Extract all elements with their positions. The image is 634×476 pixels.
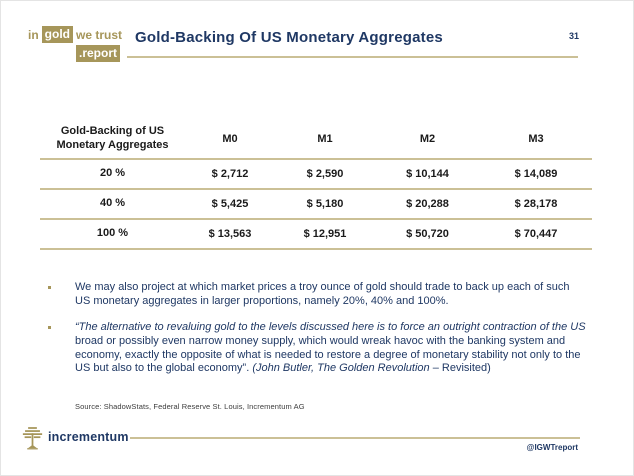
cell-m2: $ 10,144 xyxy=(406,168,449,180)
incrementum-tree-icon xyxy=(22,427,43,450)
table-header-m2: M2 xyxy=(419,133,436,145)
bullet-marker-icon xyxy=(48,286,51,289)
title-underline xyxy=(127,56,578,58)
table-row xyxy=(40,220,592,250)
cell-m3: $ 14,089 xyxy=(514,168,558,180)
row-label: 40 % xyxy=(99,197,126,210)
footer-divider xyxy=(130,437,580,439)
table-header-m3: M3 xyxy=(528,133,544,145)
cell-m1: $ 2,590 xyxy=(306,168,344,180)
cell-m0: $ 13,563 xyxy=(208,228,252,240)
page-title: Gold-Backing Of US Monetary Aggregates xyxy=(135,29,443,46)
igwt-logo xyxy=(28,26,123,62)
cell-m2: $ 20,288 xyxy=(406,198,449,210)
cell-m0: $ 5,425 xyxy=(211,198,249,210)
table-header-m1: M1 xyxy=(317,133,333,145)
table-header-m0: M0 xyxy=(222,133,238,145)
cell-m2: $ 50,720 xyxy=(406,228,449,240)
logo-word-we-trust: we trust xyxy=(76,27,123,42)
twitter-handle: @IGWTreport xyxy=(526,443,578,452)
bullet-marker-icon xyxy=(48,326,51,329)
bullet-projection xyxy=(47,281,587,308)
cell-m1: $ 12,951 xyxy=(303,228,347,240)
row-label: 20 % xyxy=(99,167,126,180)
cell-m0: $ 2,712 xyxy=(211,168,249,180)
igwt-logo-line1 xyxy=(28,26,123,43)
bullet-text: We may also project at which market prices a troy ounce of gold should trade to back up each of such US monetary aggregates in larger proportions, namely 20%, 40% and 100%. xyxy=(75,281,570,307)
cell-m3: $ 70,447 xyxy=(514,228,558,240)
bullet-quote xyxy=(47,321,587,376)
table-header-label: Gold-Backing of US Monetary Aggregates xyxy=(56,125,169,151)
incrementum-wordmark: incrementum xyxy=(48,430,129,444)
logo-word-report: .report xyxy=(76,45,120,62)
bullet-list xyxy=(47,281,587,389)
table-row xyxy=(40,160,592,190)
page-number: 31 xyxy=(568,31,579,41)
gold-backing-table xyxy=(40,120,592,250)
logo-word-gold: gold xyxy=(42,26,73,43)
logo-word-in: in xyxy=(28,27,39,42)
table-row xyxy=(40,190,592,220)
table-header-row xyxy=(40,120,592,160)
igwt-logo-line2 xyxy=(28,45,120,62)
cell-m1: $ 5,180 xyxy=(306,198,344,210)
source-note: Source: ShadowStats, Federal Reserve St. Louis, Incrementum AG xyxy=(75,402,305,411)
row-label: 100 % xyxy=(96,227,129,240)
cell-m3: $ 28,178 xyxy=(514,198,558,210)
bullet-text: “The alternative to revaluing gold to the levels discussed here is to force an outright contraction of the US broad or possibly even narrow money supply, which would wreak havoc with the banking system and economy, exactly the opposite of what is needed to restore a degree of monetary stability not only to the US but also to the global economy”. (John Butler, The Golden Revolution – Revisited) xyxy=(75,321,586,375)
